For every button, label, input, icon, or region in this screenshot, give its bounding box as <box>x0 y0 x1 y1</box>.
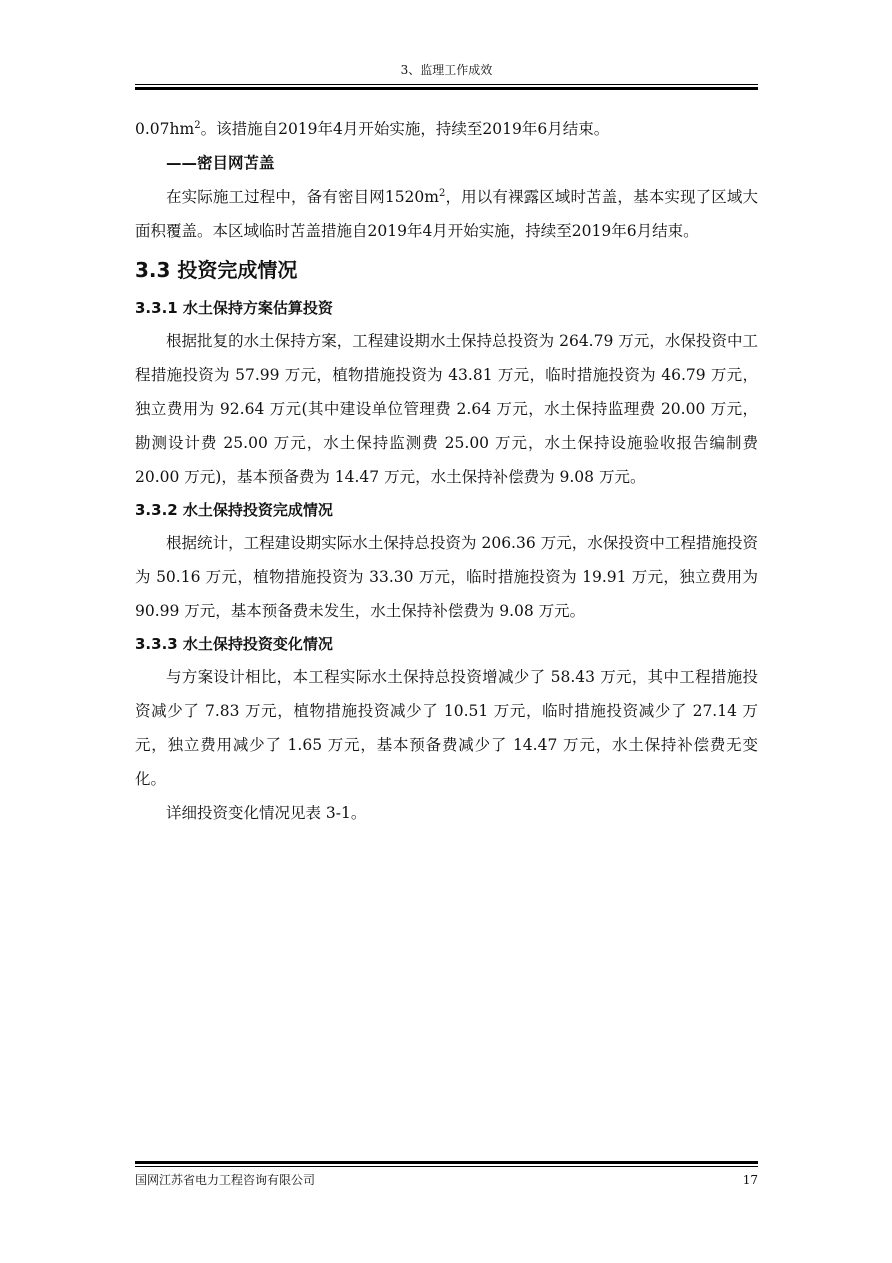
paragraph-3-3-1: 根据批复的水土保持方案，工程建设期水土保持总投资为 264.79 万元，水保投资中工程措施投资为 57.99 万元，植物措施投资为 43.81 万元，临时措施投资为 46.79 万元，独立费用为 92.64 万元(其中建设单位管理费 2.64 万元，水土保持监理费 20.00 万元，勘测设计费 25.00 万元，水土保持监测费 25.00 万元，水土保持设施验收报告编制费 20.00 万元)，基本预备费为 14.47 万元，水土保持补偿费为 9.08 万元。 <box>135 332 758 486</box>
text-span: 0.07hm <box>135 120 195 138</box>
text-span: 在实际施工过程中，备有密目网1520m <box>166 188 439 206</box>
text-span: 。该措施自2019年4月开始实施，持续至2019年6月结束。 <box>200 120 610 138</box>
section-heading-3-3-1: 3.3.1 水土保持方案估算投资 <box>135 299 333 317</box>
page-number: 17 <box>742 1173 758 1187</box>
section-heading-3-3-2: 3.3.2 水土保持投资完成情况 <box>135 501 333 519</box>
footer-company-name: 国网江苏省电力工程咨询有限公司 <box>135 1173 316 1187</box>
running-header: 3、监理工作成效 <box>400 63 493 77</box>
paragraph-mesh-cover <box>135 180 758 248</box>
paragraph-3-3-2: 根据统计，工程建设期实际水土保持总投资为 206.36 万元，水保投资中工程措施投资为 50.16 万元，植物措施投资为 33.30 万元，临时措施投资为 19.91 万元，独立费用为 90.99 万元，基本预备费未发生，水土保持补偿费为 9.08 万元。 <box>135 534 758 620</box>
body-content <box>135 112 758 830</box>
footer-rule-thin <box>135 1166 758 1167</box>
paragraph-3-3-3: 与方案设计相比，本工程实际水土保持总投资增减少了 58.43 万元，其中工程措施投资减少了 7.83 万元，植物措施投资减少了 10.51 万元，临时措施投资减少了 27.14 万元，独立费用减少了 1.65 万元，基本预备费减少了 14.47 万元，水土保持补偿费无变化。 <box>135 668 758 788</box>
sub-heading-mesh-cover: ——密目网苫盖 <box>166 154 275 172</box>
superscript: 2 <box>194 119 201 131</box>
text-span: ，用以有裸露区域时苫盖，基本实现了区域大面积覆盖。本区域临时苫盖措施自2019年4月开始实施，持续至2019年6月结束。 <box>135 188 758 240</box>
paragraph-continued <box>135 112 758 146</box>
header-rule-thick <box>135 87 758 90</box>
paragraph-table-reference: 详细投资变化情况见表 3-1。 <box>166 804 367 822</box>
footer-rule-thick <box>135 1161 758 1164</box>
superscript: 2 <box>438 187 446 199</box>
section-heading-3-3: 3.3 投资完成情况 <box>135 258 298 282</box>
header-rule-thin <box>135 84 758 85</box>
section-heading-3-3-3: 3.3.3 水土保持投资变化情况 <box>135 635 333 653</box>
